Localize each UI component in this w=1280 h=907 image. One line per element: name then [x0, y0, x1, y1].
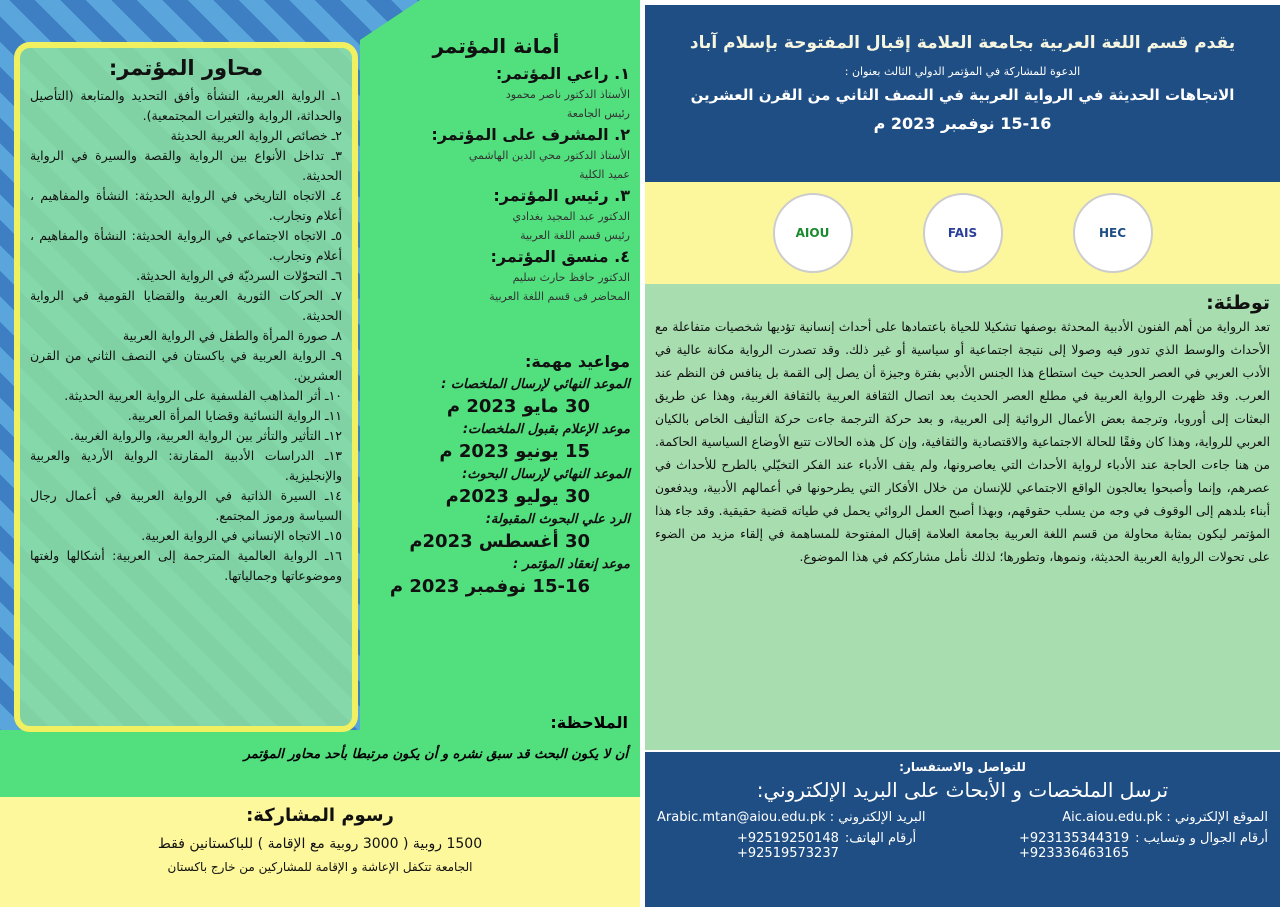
fees-section — [0, 797, 640, 907]
person-name: الدكتور حافظ حارث سليم — [512, 271, 630, 284]
axis-item: ٧ـ الحركات الثورية العربية والقضايا القومية في الرواية الحديثة. — [30, 288, 342, 323]
date-value: 30 أغسطس 2023م — [409, 531, 590, 552]
date-value: 15 يونيو 2023 م — [439, 441, 590, 462]
axes-list — [30, 86, 342, 586]
phone-label: أرقام الهاتف: — [844, 831, 917, 846]
role-title: ١. راعي المؤتمر: — [495, 64, 630, 83]
fees-line1: 1500 روبية ( 3000 روبية مع الإقامة ) للباكستانين فقط — [157, 836, 483, 852]
intro-text: تعد الرواية من أهم الفنون الأدبية المحدثة بوصفها تشكيلا للحياة باعتمادها على أحداث إنسانية تؤديها شخصيات متفاعلة مع الأحداث والوسط الذي تدور فيه وصولا إلى نتيجة اجتماعية أو سياسية أو غير ذلك. وقد تصدرت الرواية مكانة عالية في الأدب العربي في العصر الحديث حيث استطاع هذا الجنس الأدبي بفترة وجيزة أن يصل إلى القمة بل ينافس فن النظم عند العرب. وقد ظهرت الرواية العربية في مطلع العصر الحديث بعد اتصال الثقافة العربية بالثقافة الغربية، وهذا عن طريق البعثات إلى أوروبا، وترجمة بعض الأعمال الروائية إلى العربية، و بعد حركة الترجمة جاءت حركة التأليف الخاص بالكيان العربي للرواية، وهذا كان وفقًا للحالة الاجتماعية والاقتصادية والثقافية، وإن كل هذه الحالات تتبع الأوضاع السياسية الحاكمة. من هنا جاءت الحاجة عند الأدباء لرواية الأحداث التي يعاصرونها، ولم يقف الأدباء عند الفكر التخيّلي بالطرح للأحداث في عصرهم، وإنما وأصبحوا يعالجون الواقع الاجتماعي للإنسان من خلال الأفكار التي يطرحونها في أعمالهم الأدبية، ويدفعون أبناء بلدهم إلى الوقوف في وجه من يسلب حقوقهم، وبهذا أصبح العمل الروائي يحمل في طياته قضية حقيقية. وقد جاء هذا المؤتمر ليكون بمثابة محاولة من قسم اللغة العربية بجامعة العلامة إقبال المفتوحة للمساهمة في إلقاء مزيد من الضوء على تحولات الرواية العربية الحديثة، ونموها، وتطورها؛ لذلك نأمل مشارككم في هذا الموضوع. — [655, 320, 1270, 564]
hec-logo: HEC — [1073, 193, 1153, 273]
axis-item: ٨ـ صورة المرأة والطفل في الرواية العربية — [122, 328, 342, 343]
phone-number[interactable]: +92519250148 — [737, 831, 839, 846]
person-post: المحاضر فى قسم اللغة العربية — [489, 290, 630, 303]
secretariat-title: أمانة المؤتمر — [432, 34, 560, 58]
mobile-label: أرقام الجوال و وتسايب : — [1135, 831, 1268, 846]
axes-title: محاور المؤتمر: — [108, 56, 264, 80]
axis-item: ١٣ـ الدراسات الأدبية المقارنة: الرواية الأردية والعربية والإنجليزية. — [30, 448, 342, 483]
mobile-number[interactable]: +923336463165 — [1018, 846, 1130, 861]
date-label: موعد إنعقاد المؤتمر : — [513, 557, 630, 572]
person-post: عميد الكلية — [579, 168, 630, 181]
note-text: أن لا يكون البحث قد سبق نشره و أن يكون مرتبطا بأحد محاور المؤتمر — [243, 747, 628, 762]
axis-item: ٥ـ الاتجاه الاجتماعي في الرواية الحديثة: النشأة والمفاهيم ، أعلام وتجارب. — [30, 228, 342, 263]
person-name: الأستاذ الدكتور ناصر محمود — [505, 88, 630, 101]
important-dates — [368, 352, 630, 600]
date-label: الموعد النهائي لإرسال الملخصات : — [441, 377, 630, 392]
note-title: الملاحظة: — [550, 713, 628, 732]
dates-title: مواعيد مهمة: — [525, 352, 630, 371]
person-post: رئيس قسم اللغة العربية — [520, 229, 630, 242]
axis-item: ١ـ الرواية العربية، النشأة وأفق التحديد والمتابعة (التأصيل والحداثة، الرواية والتغيرات المجتمعية). — [30, 88, 342, 123]
axis-item: ٣ـ تداخل الأنواع بين الرواية والقصة والسيرة في الرواية الحديثة. — [30, 148, 342, 183]
organizer-line: يقدم قسم اللغة العربية بجامعة العلامة إقبال المفتوحة بإسلام آباد — [689, 33, 1236, 53]
person-name: الدكتور عبد المجيد بغدادي — [512, 210, 630, 223]
axis-item: ١٢ـ التأثير والتأثر بين الرواية العربية، والرواية الغربية. — [69, 428, 342, 443]
header-banner — [645, 5, 1280, 182]
date-label: الموعد النهائي لإرسال البحوث: — [462, 467, 630, 482]
date-label: موعد الإعلام بقبول الملخصات: — [462, 422, 630, 437]
axis-item: ١٥ـ الاتجاه الإنساني في الرواية العربية. — [141, 528, 342, 543]
role-title: ٢. المشرف على المؤتمر: — [431, 125, 630, 144]
contact-section — [645, 752, 1280, 907]
conference-title: الاتجاهات الحديثة في الرواية العربية في النصف الثاني من القرن العشرين — [690, 86, 1235, 104]
aiou-logo: AIOU — [773, 193, 853, 273]
introduction — [645, 284, 1280, 750]
role-title: ٣. رئيس المؤتمر: — [493, 186, 630, 205]
date-value: 30 يوليو 2023م — [445, 486, 590, 507]
mobile-number[interactable]: +923135344319 — [1018, 831, 1130, 846]
fees-title: رسوم المشاركة: — [246, 805, 394, 826]
role-title: ٤. منسق المؤتمر: — [490, 247, 630, 266]
website-link[interactable]: Aic.aiou.edu.pk — [1062, 810, 1163, 825]
invitation-line: الدعوة للمشاركة في المؤتمر الدولي الثالث بعنوان : — [844, 65, 1081, 78]
email-label: البريد الإلكتروني : — [829, 810, 926, 825]
email-link[interactable]: Arabic.mtan@aiou.edu.pk — [657, 810, 826, 825]
axis-item: ٩ـ الرواية العربية في باكستان في النصف الثاني من القرن العشرين. — [30, 348, 342, 383]
person-name: الأستاذ الدكتور محي الدين الهاشمي — [468, 149, 630, 162]
logos-strip — [645, 182, 1280, 284]
intro-title: توطئة: — [1206, 292, 1270, 314]
conference-axes-box — [14, 42, 358, 732]
axis-item: ٤ـ الاتجاه التاريخي في الرواية الحديثة: النشأة والمفاهيم ، أعلام وتجارب. — [30, 188, 342, 223]
faculty-logo: FAIS — [923, 193, 1003, 273]
axis-item: ١٦ـ الرواية العالمية المترجمة إلى العربية: أشكالها ولغتها وموضوعاتها وجمالياتها. — [30, 548, 342, 583]
axis-item: ٢ـ خصائص الرواية العربية الحديثة — [170, 128, 342, 143]
axis-item: ٦ـ التحوّلات السرديّة في الرواية الحديثة. — [136, 268, 342, 283]
axis-item: ١٤ـ السيرة الذاتية في الرواية العربية في أعمال رجال السياسة ورموز المجتمع. — [30, 488, 342, 523]
fees-line2: الجامعة تتكفل الإعاشة و الإقامة للمشاركين من خارج باكستان — [167, 860, 473, 874]
date-value: 15-16 نوفمبر 2023 م — [389, 576, 590, 597]
person-post: رئيس الجامعة — [566, 107, 630, 120]
conference-date: 15-16 نوفمبر 2023 م — [873, 114, 1052, 133]
website-label: الموقع الإلكتروني : — [1166, 810, 1268, 825]
date-value: 30 مايو 2023 م — [446, 396, 590, 417]
contact-headline: ترسل الملخصات و الأبحاث على البريد الإلكتروني: — [756, 778, 1169, 802]
axis-item: ١١ـ الرواية النسائية وقضايا المرأة العربية. — [127, 408, 342, 423]
phone-number[interactable]: +92519573237 — [737, 846, 839, 861]
axis-item: ١٠ـ أثر المذاهب الفلسفية على الرواية العربية الحديثة. — [64, 388, 342, 403]
date-label: الرد علي البحوث المقبولة: — [485, 512, 630, 527]
secretariat — [362, 34, 630, 306]
contact-title: للتواصل والاستفسار: — [899, 760, 1026, 774]
